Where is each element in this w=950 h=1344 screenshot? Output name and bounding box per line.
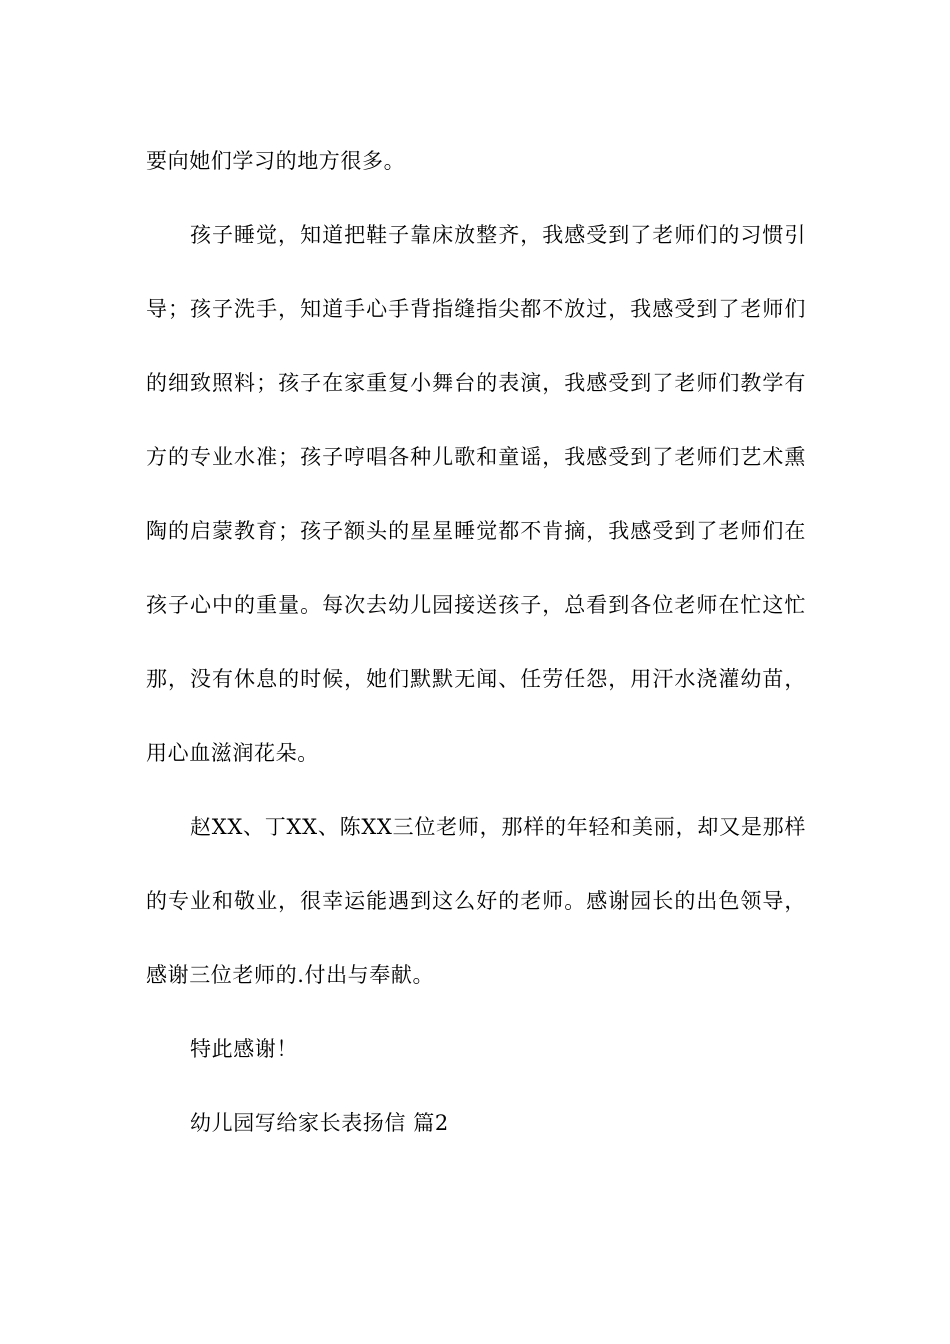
paragraph-teachers-thanks: 赵XX、丁XX、陈XX三位老师，那样的年轻和美丽，却又是那样的专业和敬业，很幸运能遇到这么好的老师。感谢园长的出色领导，感谢三位老师的.付出与奉献。 (146, 815, 806, 987)
paragraph-continuation: 要向她们学习的地方很多。 (146, 149, 406, 173)
section-heading: 幼儿园写给家长表扬信 篇2 (190, 1111, 449, 1135)
document-body (146, 124, 806, 1160)
paragraph-closing: 特此感谢！ (190, 1037, 298, 1061)
paragraph-child-habits: 孩子睡觉，知道把鞋子靠床放整齐，我感受到了老师们的习惯引导；孩子洗手，知道手心手背指缝指尖都不放过，我感受到了老师们的细致照料；孩子在家重复小舞台的表演，我感受到了老师们教学有方的专业水准；孩子哼唱各种儿歌和童谣，我感受到了老师们艺术熏陶的启蒙教育；孩子额头的星星睡觉都不肯摘，我感受到了老师们在孩子心中的重量。每次去幼儿园接送孩子，总看到各位老师在忙这忙那，没有休息的时候，她们默默无闻、任劳任怨，用汗水浇灌幼苗，用心血滋润花朵。 (146, 223, 806, 765)
